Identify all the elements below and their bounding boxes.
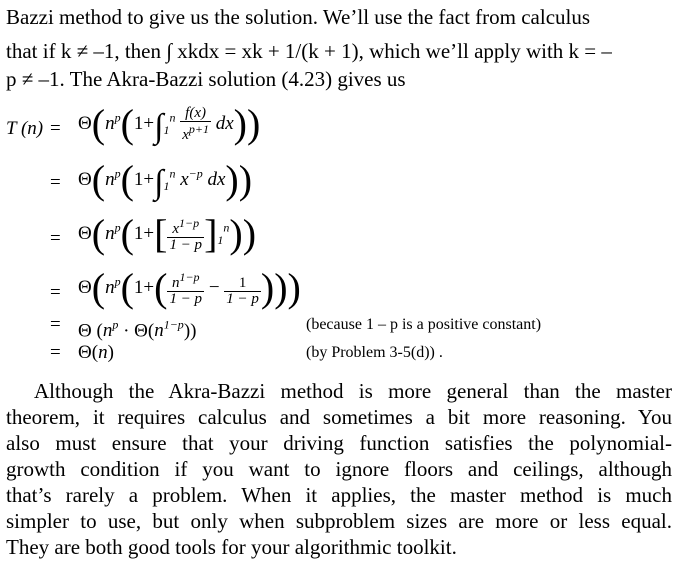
paragraph-line-3: also must ensure that your driving function satisfies the polynomial-	[6, 431, 672, 455]
paragraph-line-7: They are both good tools for your algorithmic toolkit.	[6, 535, 457, 559]
equation-rel-3: =	[50, 228, 61, 249]
equation-rel-5: =	[50, 314, 61, 335]
equation-row-2: $\Theta(n^p(1+\int_1^n$ $x^{-p}$ dx))	[78, 157, 253, 202]
intro-line-1: Bazzi method to give us the solution. We’ll use the fact from calculus	[6, 5, 591, 29]
equation-row-1: $\Theta(n^p(1+\int_1^n$ $\frac{f(x)}{x^{p+1}}$ dx))	[78, 101, 261, 146]
equation-note-1: (because 1 – p is a positive constant)	[306, 316, 542, 333]
paragraph-line-2: theorem, it requires calculus and sometimes a bit more reasoning. You	[6, 405, 672, 429]
intro-line-2: that if k ≠ –1, then ∫ xkdx = xk + 1/(k + 1), which we’ll apply with k = –	[6, 39, 612, 63]
equation-rel-1: =	[50, 118, 61, 139]
paragraph-line-1: Although the Akra-Bazzi method is more general than the master	[34, 379, 672, 403]
equation-row-6: Θ(n)	[78, 342, 114, 363]
paragraph-line-5: that’s rarely a problem. When it applies, the master method is much	[6, 483, 672, 507]
equation-rel-2: =	[50, 172, 61, 193]
equation-rel-4: =	[50, 282, 61, 303]
intro-line-3: p ≠ –1. The Akra-Bazzi solution (4.23) gives us	[6, 67, 406, 91]
equation-note-2: (by Problem 3-5(d)) .	[306, 344, 443, 361]
equation-row-4: $\Theta(n^p(1+$( $\frac{n^{1-p}}{1 - p}$ − $\frac{1}{1 - p}$ )))	[78, 265, 301, 310]
paragraph-line-6: simpler to use, but only when subproblem sizes are more or less equal.	[6, 509, 672, 533]
equation-row-3: $\Theta(n^p(1+$[ $\frac{x^{1-p}}{1 - p}$ ]$_1^n$))	[78, 211, 257, 256]
equation-lhs-text: T (n)	[6, 118, 44, 139]
equation-lhs	[6, 118, 43, 140]
paragraph-line-4: growth condition if you want to ignore floors and ceilings, although	[6, 457, 672, 481]
equation-rel-6: =	[50, 342, 61, 363]
equation-row-5: Θ $(n^p \cdot \Theta(n^{1-p}))$	[78, 318, 197, 342]
